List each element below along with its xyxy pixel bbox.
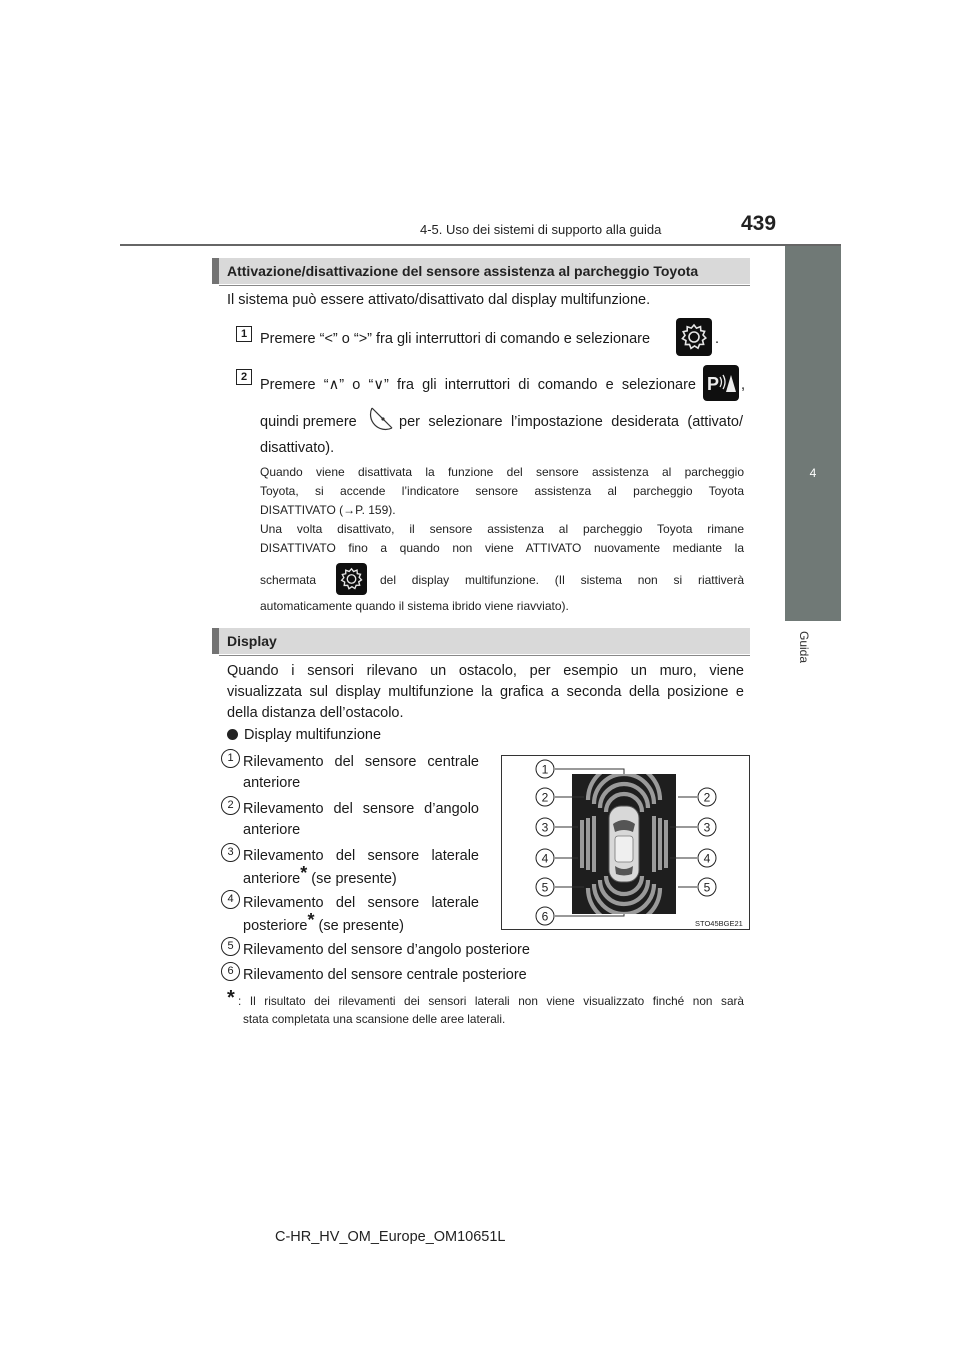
figure-label-2-right: 2 [703, 790, 711, 805]
document-code: C-HR_HV_OM_Europe_OM10651L [275, 1229, 506, 1245]
step2-end: , [741, 377, 746, 393]
bullet-dot [227, 729, 238, 740]
item3-line1: Rilevamento del sensore laterale [243, 848, 479, 864]
note2-line2: DISATTIVATO fino a quando non viene ATTIVATO nuovamente mediante la [260, 541, 744, 555]
item-number-5: 5 [221, 937, 240, 956]
item2-line1: Rilevamento del sensore d’angolo [243, 801, 479, 817]
item-number-2: 2 [221, 796, 240, 815]
header-section-title: 4-5. Uso dei sistemi di supporto alla guida [420, 222, 662, 237]
item3-star: * [300, 863, 308, 883]
item-number-3: 3 [221, 843, 240, 862]
step1-text [260, 329, 650, 350]
bullet-text: Display multifunzione [244, 727, 382, 743]
note1-line3: DISATTIVATO (→P. 159). [260, 503, 396, 517]
bullet-multifunction-display [227, 725, 381, 746]
item1-line1: Rilevamento del sensore centrale [243, 754, 479, 770]
step2-line3: disattivato). [260, 440, 335, 456]
step-number-1: 1 [236, 326, 252, 342]
header-rule [120, 244, 841, 246]
figure-label-2-left: 2 [541, 790, 549, 805]
section-heading-display-text: Display [227, 633, 277, 649]
settings-gear-icon-small [336, 563, 367, 595]
note1-line1: Quando viene disattivata la funzione del sensore assistenza al parcheggio [260, 465, 744, 479]
item2-line2: anteriore [243, 822, 301, 838]
car-top-view [609, 806, 639, 882]
settings-gear-icon [676, 318, 712, 356]
parking-sensor-icon [703, 365, 739, 401]
note2-line3a: schermata [260, 573, 317, 587]
footnote-line1: : Il risultato dei rilevamenti dei sensori laterali non viene visualizzato finché non sarà [238, 994, 744, 1008]
item6-line1: Rilevamento del sensore centrale posteriore [243, 967, 527, 983]
step1-end: . [715, 331, 720, 347]
figure-label-4-right: 4 [703, 851, 711, 866]
section1-intro: Il sistema può essere attivato/disattivato dal display multifunzione. [227, 292, 651, 308]
item4-line1: Rilevamento del sensore laterale [243, 895, 479, 911]
section-heading-activation [212, 258, 750, 284]
footnote-line2: stata completata una scansione delle aree laterali. [243, 1012, 506, 1026]
item3-line2-suffix: (se presente) [307, 871, 397, 887]
ok-button-icon [366, 404, 396, 434]
figure-label-6: 6 [541, 909, 549, 924]
step2-line2b: per selezionare l’impostazione desiderata (attivato/ [399, 414, 743, 430]
svg-text:P: P [707, 374, 720, 394]
item4-line2-suffix: (se presente) [314, 918, 404, 934]
page-number: 439 [741, 212, 777, 235]
step2-line2a: quindi premere [260, 414, 357, 430]
step1-text-main: Premere “<” o “>” fra gli interruttori di comando e selezionare [260, 331, 651, 347]
item3-line2-text: anteriore [243, 871, 301, 887]
figure-label-5-right: 5 [703, 880, 711, 895]
item-number-4: 4 [221, 890, 240, 909]
item-number-6: 6 [221, 962, 240, 981]
note1-line2: Toyota, si accende l’indicatore sensore assistenza al parcheggio Toyota [260, 484, 744, 498]
note2-line1: Una volta disattivato, il sensore assistenza al parcheggio Toyota rimane [260, 522, 744, 536]
figure-label-5-left: 5 [541, 880, 549, 895]
step-number-2: 2 [236, 369, 252, 385]
chapter-tab [785, 246, 841, 621]
note2-line3b: del display multifunzione. (Il sistema non si riattiverà [380, 573, 744, 587]
display-para-line2: visualizzata sul display multifunzione la grafica a seconda della posizione e [227, 684, 744, 700]
item5-line1: Rilevamento del sensore d’angolo posteriore [243, 942, 530, 958]
item-number-1: 1 [221, 749, 240, 768]
figure-label-4-left: 4 [541, 851, 549, 866]
step2-text: Premere “∧” o “∨” fra gli interruttori di comando e selezionare [260, 377, 696, 393]
chapter-tab-label: Guida [797, 631, 811, 664]
figure-label-3-left: 3 [541, 820, 549, 835]
chapter-tab-number: 4 [809, 466, 817, 480]
note2-line4: automaticamente quando il sistema ibrido viene riavviato). [260, 599, 569, 613]
item1-line2: anteriore [243, 775, 301, 791]
figure-label-1: 1 [541, 762, 549, 777]
parking-sensor-figure [501, 755, 750, 930]
item4-star: * [307, 910, 315, 930]
display-para-line1: Quando i sensori rilevano un ostacolo, per esempio un muro, viene [227, 663, 744, 679]
section-heading-activation-text: Attivazione/disattivazione del sensore assistenza al parcheggio Toyota [227, 263, 699, 279]
figure-label-3-right: 3 [703, 820, 711, 835]
footnote-star: * [227, 987, 235, 1009]
item4-line2-text: posteriore [243, 918, 308, 934]
item3-line2 [243, 863, 397, 890]
item4-line2 [243, 910, 404, 937]
display-para-line3: della distanza dell’ostacolo. [227, 705, 404, 721]
figure-code: STO45BGE21 [695, 919, 743, 928]
parking-sensor-diagram [502, 756, 749, 929]
section-heading-display [212, 628, 750, 654]
